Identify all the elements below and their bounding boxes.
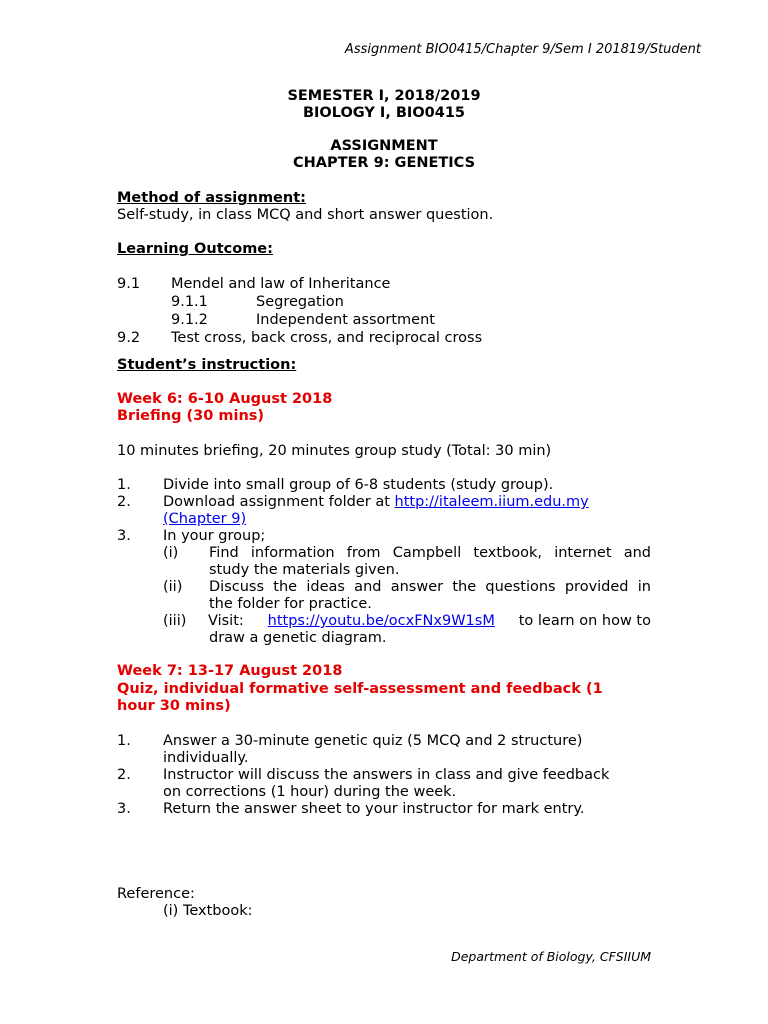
outcome-text: Independent assortment	[256, 312, 435, 328]
sub-text: Find information from Campbell textbook, internet and	[209, 545, 651, 561]
step-text-cont: on corrections (1 hour) during the week.	[163, 784, 457, 800]
week6-title: Week 6: 6-10 August 2018	[117, 391, 333, 407]
page-header: Assignment BIO0415/Chapter 9/Sem I 201819/Student	[344, 42, 701, 57]
week7-title: Week 7: 13-17 August 2018	[117, 663, 343, 679]
sub-text: Discuss the ideas and answer the questions provided in	[209, 579, 651, 595]
step-num: 3.	[117, 801, 131, 817]
youtube-link[interactable]: https://youtu.be/ocxFNx9W1sM	[267, 613, 495, 629]
assignment-title: ASSIGNMENT	[330, 138, 438, 154]
step-num: 1.	[117, 733, 131, 749]
outcome-text: Test cross, back cross, and reciprocal cross	[171, 330, 483, 346]
week6-intro: 10 minutes briefing, 20 minutes group study (Total: 30 min)	[117, 443, 552, 459]
sub-num: (ii)	[163, 579, 183, 595]
step-text: Answer a 30-minute genetic quiz (5 MCQ and 2 structure)	[163, 733, 583, 749]
step-num: 2.	[117, 494, 131, 510]
sub-text-cont: study the materials given.	[209, 562, 400, 578]
download-text: Download assignment folder at	[163, 494, 390, 510]
sub-num: (i)	[163, 545, 179, 561]
week7-subtitle: Quiz, individual formative self-assessment and feedback (1	[117, 681, 603, 697]
outcome-heading: Learning Outcome:	[117, 241, 273, 257]
outcome-text: Segregation	[256, 294, 344, 310]
reference-item: (i) Textbook:	[163, 903, 253, 919]
step-num: 3.	[117, 528, 131, 544]
chapter-link[interactable]: (Chapter 9)	[163, 511, 247, 527]
visit-label: Visit:	[208, 613, 244, 629]
method-heading: Method of assignment:	[117, 190, 306, 206]
week6-subtitle: Briefing (30 mins)	[117, 408, 265, 424]
step-num: 2.	[117, 767, 131, 783]
method-text: Self-study, in class MCQ and short answer question.	[117, 207, 494, 223]
week7-subtitle-cont: hour 30 mins)	[117, 698, 231, 714]
sub-num: (iii)	[163, 613, 187, 629]
outcome-num: 9.1	[117, 276, 141, 292]
reference-label: Reference:	[117, 886, 195, 902]
step-text-cont: individually.	[163, 750, 249, 766]
sub-text-cont: the folder for practice.	[209, 596, 372, 612]
step-text: Instructor will discuss the answers in class and give feedback	[163, 767, 610, 783]
outcome-num: 9.2	[117, 330, 141, 346]
step-text	[163, 494, 589, 511]
sub-text-cont: draw a genetic diagram.	[209, 630, 387, 646]
step-text: Divide into small group of 6-8 students (study group).	[163, 477, 554, 493]
semester-title: SEMESTER I, 2018/2019	[287, 88, 481, 104]
italeem-link[interactable]: http://italeem.iium.edu.my	[394, 494, 589, 510]
visit-post: to learn on how to	[518, 613, 651, 629]
outcome-num: 9.1.1	[171, 294, 208, 310]
outcome-text: Mendel and law of Inheritance	[171, 276, 391, 292]
step-text: In your group;	[163, 528, 266, 544]
course-title: BIOLOGY I, BIO0415	[302, 105, 466, 121]
instruction-heading: Student’s instruction:	[117, 357, 297, 373]
chapter-title: CHAPTER 9: GENETICS	[292, 155, 476, 171]
visit-line	[208, 613, 651, 630]
outcome-num: 9.1.2	[171, 312, 208, 328]
page-footer: Department of Biology, CFSIIUM	[451, 949, 651, 964]
step-text: Return the answer sheet to your instructor for mark entry.	[163, 801, 585, 817]
step-num: 1.	[117, 477, 131, 493]
